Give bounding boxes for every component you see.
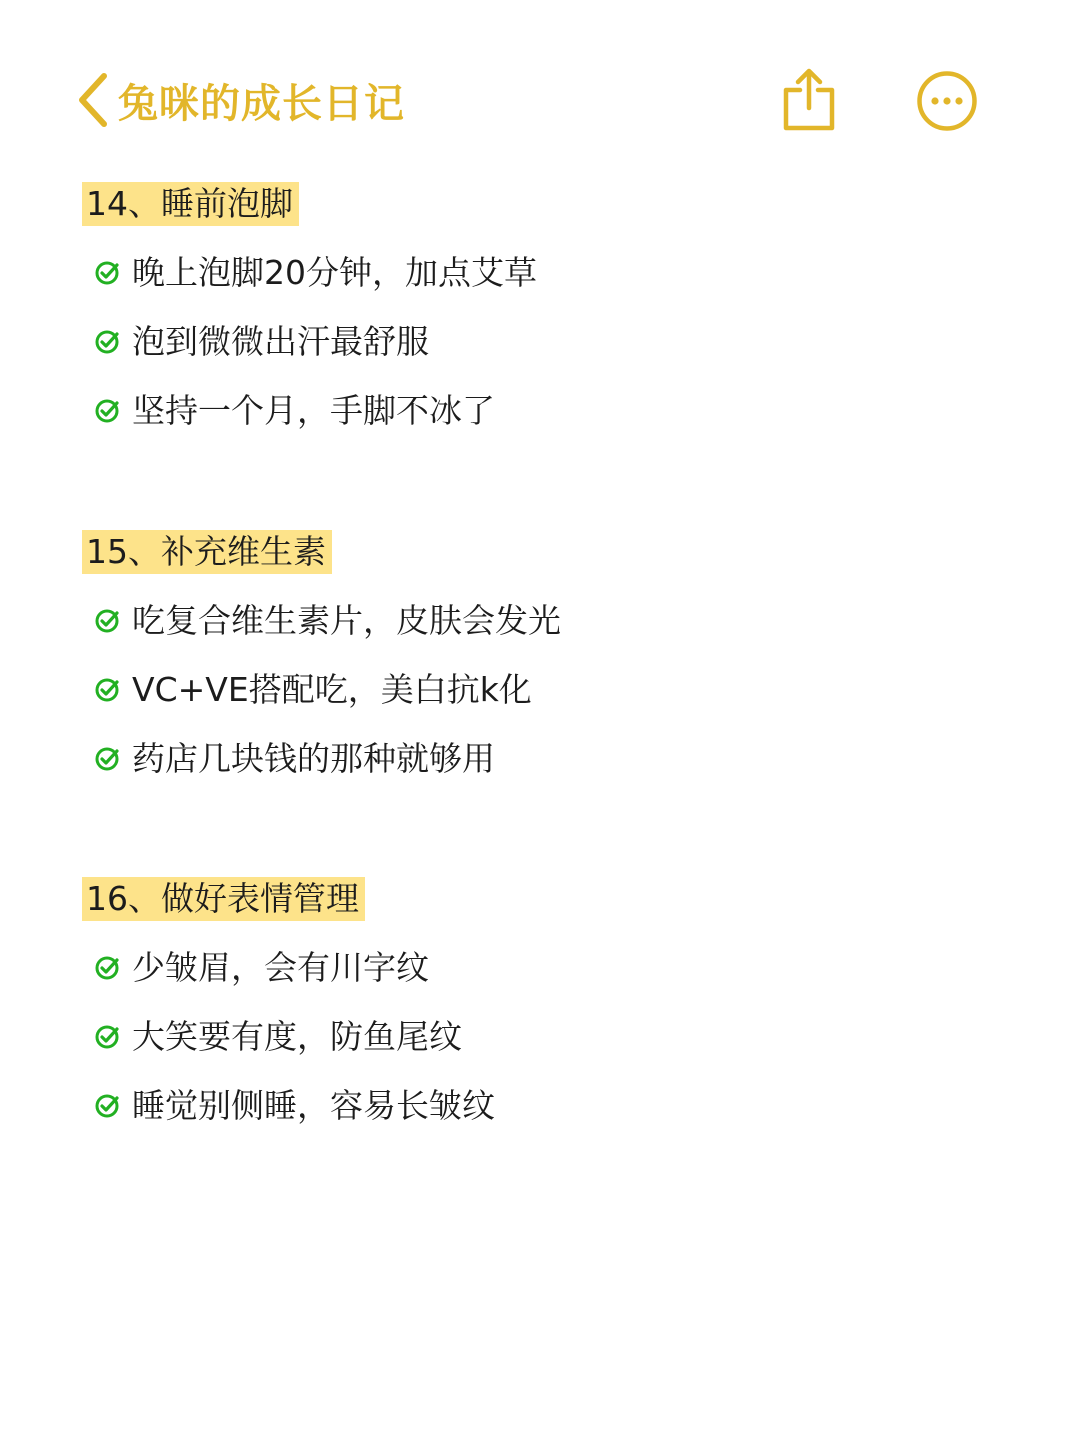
- chevron-left-icon: [74, 70, 110, 130]
- checklist-item-text: 坚持一个月，手脚不冰了: [132, 391, 495, 430]
- tip-section: [82, 530, 1002, 778]
- check-icon: [94, 260, 120, 286]
- checklist-item: [94, 737, 495, 781]
- checklist-item: [94, 599, 561, 643]
- checklist-item: [94, 946, 429, 990]
- check-icon: [94, 746, 120, 772]
- check-icon: [94, 329, 120, 355]
- check-icon: [94, 955, 120, 981]
- tip-section: [82, 182, 1002, 430]
- checklist-item: [94, 668, 532, 712]
- checklist-item-text: 晚上泡脚20分钟，加点艾草: [132, 253, 537, 292]
- section-heading: 15、补充维生素: [82, 530, 332, 574]
- check-icon: [94, 1093, 120, 1119]
- check-icon: [94, 608, 120, 634]
- check-icon: [94, 1024, 120, 1050]
- navigation-bar: [0, 0, 1080, 170]
- checklist-item-text: 大笑要有度，防鱼尾纹: [132, 1017, 462, 1056]
- checklist-item: [94, 389, 495, 433]
- checklist-item-text: 泡到微微出汗最舒服: [132, 322, 429, 361]
- checklist-item: [94, 1015, 462, 1059]
- checklist-item: [94, 251, 537, 295]
- checklist-item: [94, 320, 429, 364]
- check-icon: [94, 677, 120, 703]
- checklist-item: [94, 1084, 495, 1128]
- checklist-item-text: VC+VE搭配吃，美白抗k化: [132, 670, 532, 709]
- checklist-item-text: 少皱眉，会有川字纹: [132, 948, 429, 987]
- back-button[interactable]: [74, 70, 405, 130]
- more-icon[interactable]: [916, 70, 978, 132]
- section-heading: 14、睡前泡脚: [82, 182, 299, 226]
- section-heading: 16、做好表情管理: [82, 877, 365, 921]
- notes-folder-title: 兔咪的成长日记: [118, 80, 405, 127]
- share-icon[interactable]: [780, 66, 838, 134]
- check-icon: [94, 398, 120, 424]
- checklist-item-text: 吃复合维生素片，皮肤会发光: [132, 601, 561, 640]
- checklist-item-text: 药店几块钱的那种就够用: [132, 739, 495, 778]
- checklist-item-text: 睡觉别侧睡，容易长皱纹: [132, 1086, 495, 1125]
- tip-section: [82, 877, 1002, 1125]
